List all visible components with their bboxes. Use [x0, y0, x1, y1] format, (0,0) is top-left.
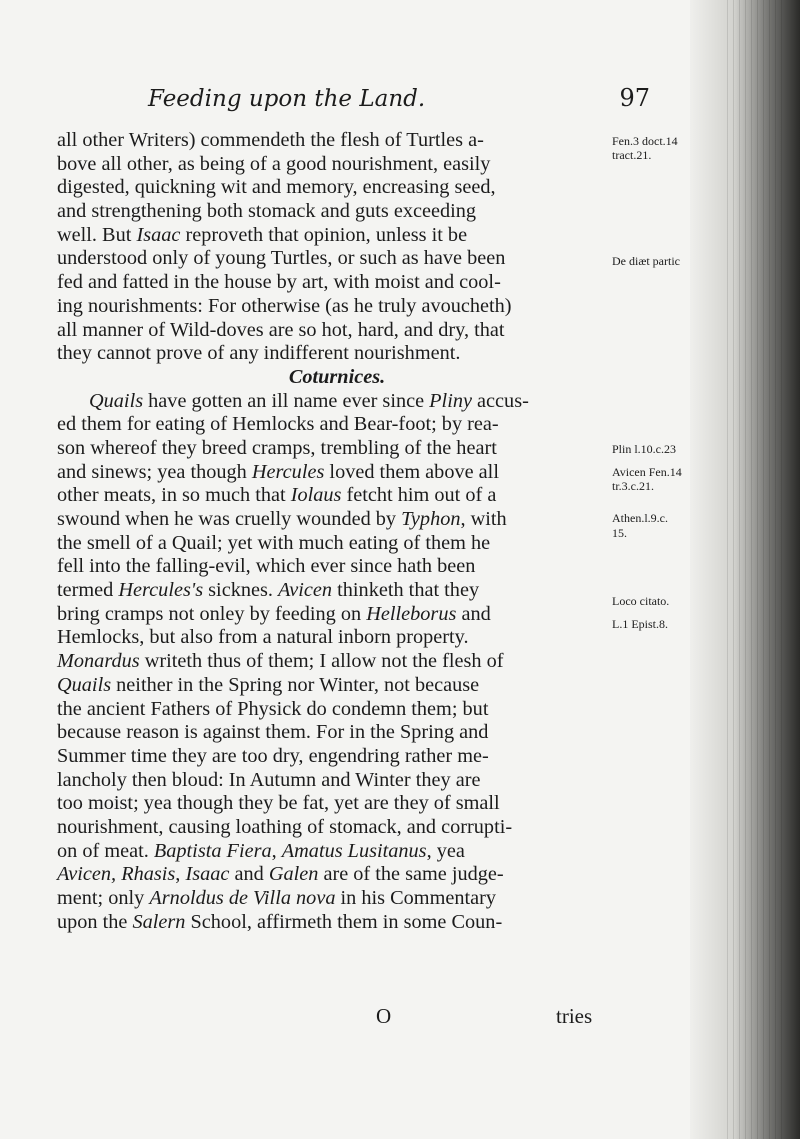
running-head-title: Feeding upon the Land.	[148, 86, 426, 112]
margin-note: L.1 Epist.8.	[612, 617, 668, 631]
text-line: ment; only Arnoldus de Villa nova in his Commentary	[57, 887, 497, 909]
margin-note: tract.21.	[612, 148, 652, 162]
text-line: the ancient Fathers of Physick do condemn them; but	[57, 697, 489, 720]
text-line: ing nourishments: For otherwise (as he truly avoucheth)	[57, 294, 512, 317]
section-heading: Coturnices.	[288, 365, 386, 388]
text-line: too moist; yea though they be fat, yet are they of small	[57, 792, 500, 815]
text-line: Avicen, Rhasis, Isaac and Galen are of the same judge-	[57, 863, 504, 886]
margin-note: De diæt partic	[612, 254, 680, 268]
margin-note: tr.3.c.21.	[612, 479, 654, 493]
margin-note: Avicen Fen.14	[612, 465, 682, 479]
page-stack-lines	[727, 0, 782, 1139]
text-line: Hemlocks, but also from a natural inborn property.	[57, 626, 469, 649]
text-line: understood only of young Turtles, or such as have been	[57, 247, 506, 270]
text-line: lancholy then bloud: In Autumn and Winter they are	[57, 768, 481, 791]
page-number: 97	[619, 84, 650, 112]
text-line: Quails have gotten an ill name ever since Pliny accus-	[89, 389, 529, 412]
text-line: upon the Salern School, affirmeth them in some Coun-	[57, 910, 503, 933]
text-line: well. But Isaac reproveth that opinion, unless it be	[57, 223, 468, 246]
text-line: they cannot prove of any indifferent nourishment.	[57, 342, 461, 365]
catchword: tries	[556, 1004, 593, 1028]
signature-mark: O	[376, 1004, 392, 1028]
text-line: other meats, in so much that Iolaus fetcht him out of a	[57, 484, 497, 507]
text-line: Summer time they are too dry, engendring rather me-	[57, 744, 489, 767]
margin-note: Athen.l.9.c.	[612, 511, 668, 525]
text-line: swound when he was cruelly wounded by Typhon, with	[57, 508, 507, 530]
text-line: all manner of Wild-doves are so hot, hard, and dry, that	[57, 318, 505, 341]
margin-note: Fen.3 doct.14	[612, 134, 678, 148]
text-line: son whereof they breed cramps, trembling of the heart	[57, 436, 497, 459]
text-line: bring cramps not onley by feeding on Helleborus and	[57, 602, 491, 625]
margin-note: Loco citato.	[612, 594, 670, 608]
text-line: and strengthening both stomack and guts exceeding	[57, 200, 477, 223]
text-line: and sinews; yea though Hercules loved them above all	[57, 460, 499, 483]
margin-note: 15.	[612, 526, 627, 540]
text-line: nourishment, causing loathing of stomack, and corrupti-	[57, 815, 513, 838]
text-line: Monardus writeth thus of them; I allow not the flesh of	[57, 650, 504, 673]
text-line: ed them for eating of Hemlocks and Bear-foot; by rea-	[57, 413, 499, 436]
text-line: all other Writers) commendeth the flesh of Turtles a-	[57, 129, 484, 151]
text-line: termed Hercules's sicknes. Avicen thinketh that they	[57, 579, 480, 602]
text-line: because reason is against them. For in the Spring and	[57, 721, 489, 744]
text-line: Quails neither in the Spring nor Winter, not because	[57, 673, 480, 696]
margin-note: Plin l.10.c.23	[612, 442, 677, 456]
text-line: fell into the falling-evil, which ever since hath been	[57, 555, 476, 578]
running-head	[148, 84, 650, 120]
body-text	[57, 129, 617, 934]
text-line: on of meat. Baptista Fiera, Amatus Lusitanus, yea	[57, 839, 465, 862]
text-line: fed and fatted in the house by art, with moist and cool-	[57, 271, 501, 294]
text-line: the smell of a Quail; yet with much eating of them he	[57, 531, 491, 554]
text-line: digested, quickning wit and memory, encreasing seed,	[57, 176, 496, 199]
text-line: bove all other, as being of a good nourishment, easily	[57, 152, 491, 175]
